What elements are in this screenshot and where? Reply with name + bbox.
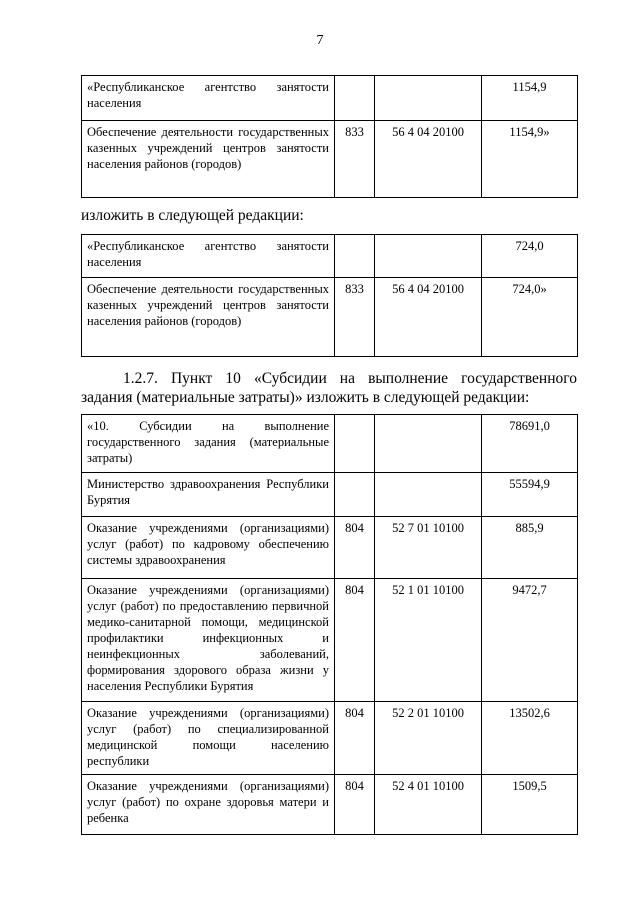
- instruction-text: изложить в следующей редакции:: [81, 207, 304, 224]
- row-csr: 56 4 04 20100: [375, 121, 482, 198]
- row-csr: 52 7 01 10100: [375, 517, 482, 579]
- row-csr: [375, 415, 482, 473]
- row-name: Обеспечение деятельности государственных казенных учреждений центров занятости населения районов (городов): [82, 121, 335, 198]
- row-name: «10. Субсидии на выполнение государственного задания (материальные затраты): [82, 415, 335, 473]
- row-code: 804: [335, 579, 375, 702]
- row-code: [335, 415, 375, 473]
- budget-table-item-10: [81, 414, 578, 835]
- row-csr: 56 4 04 20100: [375, 278, 482, 357]
- row-csr: [375, 235, 482, 278]
- table-row: [82, 278, 578, 357]
- row-name: Оказание учреждениями (организациями) услуг (работ) по предоставлению первичной медико-санитарной помощи, медицинской профилактики инфекционных и неинфекционных заболеваний, формирования здорового образа жизни у населения Республики Бурятия: [82, 579, 335, 702]
- row-amount: 13502,6: [482, 702, 578, 775]
- row-csr: [375, 473, 482, 517]
- table-row: [82, 76, 578, 121]
- row-csr: [375, 76, 482, 121]
- table-row: [82, 121, 578, 198]
- row-name: «Республиканское агентство занятости населения: [82, 76, 335, 121]
- row-amount: 724,0»: [482, 278, 578, 357]
- row-code: [335, 76, 375, 121]
- row-amount: 724,0: [482, 235, 578, 278]
- row-csr: 52 1 01 10100: [375, 579, 482, 702]
- table-row: [82, 517, 578, 579]
- row-code: 804: [335, 702, 375, 775]
- amendment-paragraph: 1.2.7. Пункт 10 «Субсидии на выполнение государственного задания (материальные затраты)» изложить в следующей редакции:: [81, 370, 577, 406]
- table-row: [82, 579, 578, 702]
- row-amount: 78691,0: [482, 415, 578, 473]
- budget-table-old: [81, 75, 578, 198]
- row-name: Обеспечение деятельности государственных казенных учреждений центров занятости населения районов (городов): [82, 278, 335, 357]
- row-amount: 885,9: [482, 517, 578, 579]
- row-code: 833: [335, 121, 375, 198]
- row-amount: 9472,7: [482, 579, 578, 702]
- row-code: 804: [335, 517, 375, 579]
- row-code: 804: [335, 775, 375, 835]
- row-amount: 1509,5: [482, 775, 578, 835]
- table-row: [82, 235, 578, 278]
- row-csr: 52 4 01 10100: [375, 775, 482, 835]
- table-row: [82, 775, 578, 835]
- row-code: [335, 235, 375, 278]
- row-name: Оказание учреждениями (организациями) услуг (работ) по охране здоровья матери и ребенка: [82, 775, 335, 835]
- page-number: 7: [316, 33, 324, 48]
- row-amount: 1154,9»: [482, 121, 578, 198]
- row-amount: 55594,9: [482, 473, 578, 517]
- row-name: Министерство здравоохранения Республики Бурятия: [82, 473, 335, 517]
- row-name: Оказание учреждениями (организациями) услуг (работ) по кадровому обеспечению системы здравоохранения: [82, 517, 335, 579]
- row-amount: 1154,9: [482, 76, 578, 121]
- row-code: 833: [335, 278, 375, 357]
- row-csr: 52 2 01 10100: [375, 702, 482, 775]
- row-name: «Республиканское агентство занятости населения: [82, 235, 335, 278]
- row-name: Оказание учреждениями (организациями) услуг (работ) по специализированной медицинской помощи населению республики: [82, 702, 335, 775]
- budget-table-new: [81, 234, 578, 357]
- row-code: [335, 473, 375, 517]
- table-row: [82, 415, 578, 473]
- table-row: [82, 702, 578, 775]
- table-row: [82, 473, 578, 517]
